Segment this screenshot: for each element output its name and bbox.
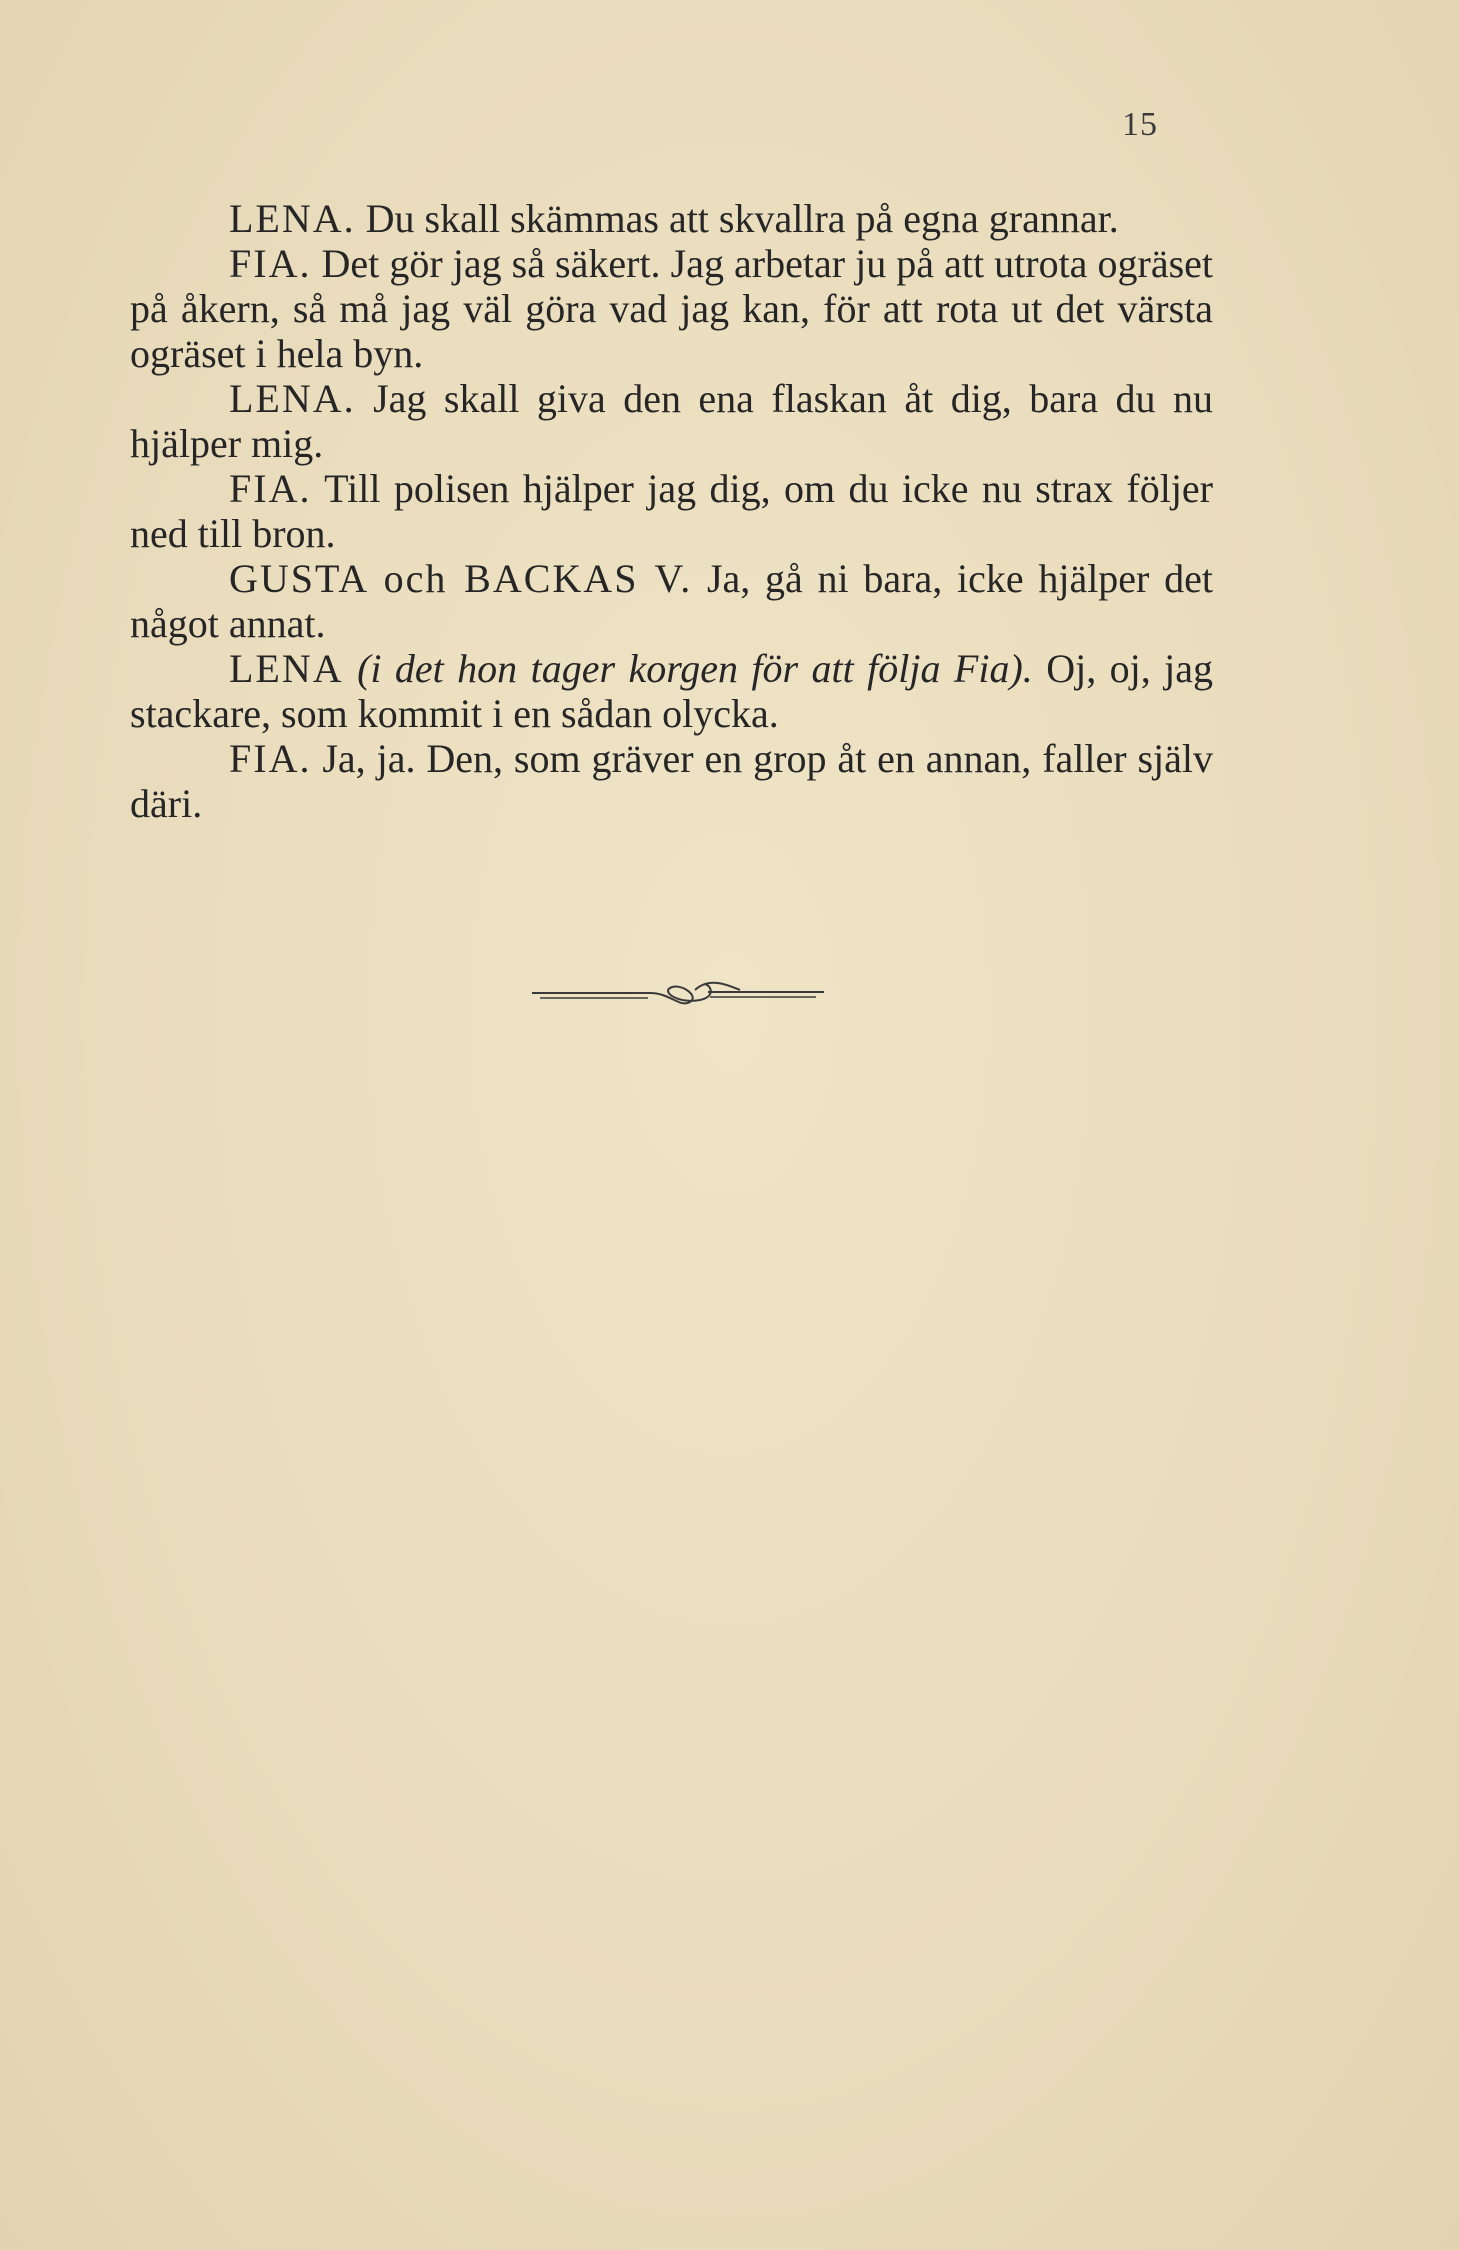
speaker-name: FIA. — [229, 736, 312, 781]
dialogue-line: Jag skall giva den ena flaskan åt dig, bara du nu hjälper mig. — [130, 376, 1214, 466]
page-number: 15 — [1122, 106, 1158, 143]
speaker-name: LENA. — [229, 196, 356, 241]
speaker-name: GUSTA och BACKAS V. — [229, 556, 693, 601]
speaker-name: FIA. — [229, 241, 312, 286]
dialogue-line: Oj, oj, jag stackare, som kommit i en sådan olycka. — [130, 646, 1214, 736]
stage-direction: (i det hon tager korgen för att följa Fia). — [357, 646, 1033, 691]
dialogue-line: Det gör jag så säkert. Jag arbetar ju på att utrota ogräset på åkern, så må jag väl göra vad jag kan, för att rota ut det värsta ogräset i hela byn. — [130, 241, 1214, 376]
dialogue-line: Ja, ja. Den, som gräver en grop åt en annan, faller själv däri. — [130, 736, 1214, 826]
dialogue-paragraph — [130, 196, 1213, 241]
speaker-name: FIA. — [229, 466, 312, 511]
dialogue-paragraph — [130, 376, 1213, 466]
dialogue-paragraph — [130, 466, 1213, 556]
dialogue-line: Du skall skämmas att skvallra på egna grannar. — [365, 196, 1119, 241]
dialogue-paragraph — [130, 556, 1213, 646]
dialogue-text — [130, 196, 1213, 826]
dialogue-paragraph — [130, 646, 1213, 736]
speaker-name: LENA — [229, 646, 344, 691]
speaker-name: LENA. — [229, 376, 356, 421]
dialogue-paragraph — [130, 241, 1213, 376]
dialogue-paragraph — [130, 736, 1213, 826]
dialogue-line: Ja, gå ni bara, icke hjälper det något annat. — [130, 556, 1213, 646]
dialogue-line: Till polisen hjälper jag dig, om du icke nu strax följer ned till bron. — [130, 466, 1214, 556]
swirl-divider-icon — [530, 968, 826, 1018]
